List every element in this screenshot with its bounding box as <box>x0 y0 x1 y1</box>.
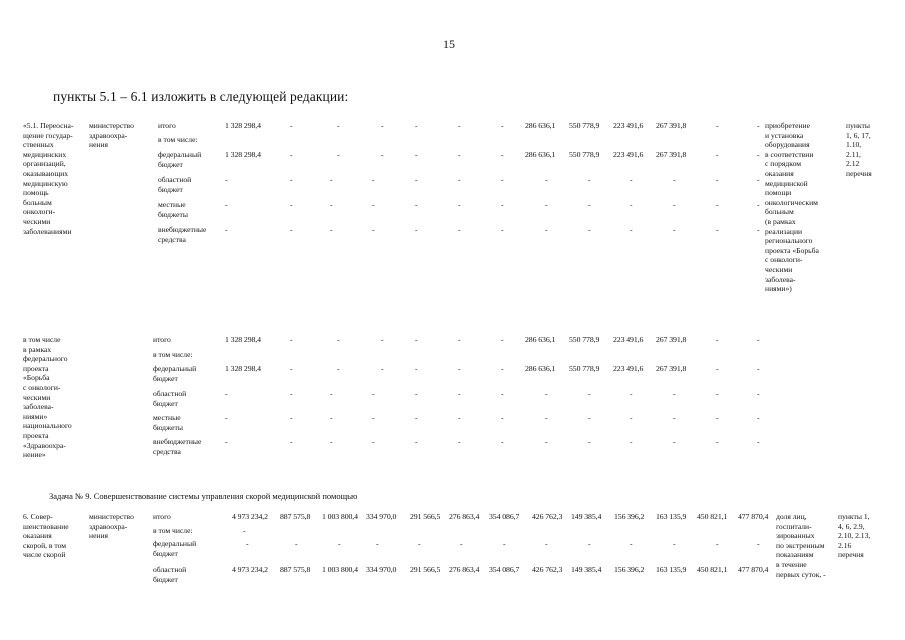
table-cell: - <box>330 175 333 184</box>
table-cell: - <box>716 121 719 130</box>
table-cell: - <box>415 150 418 159</box>
table-cell: - <box>225 200 228 209</box>
table-cell: - <box>415 175 418 184</box>
table-cell: - <box>458 437 461 446</box>
table-cell: - <box>290 437 293 446</box>
source-label: областной бюджет <box>158 175 192 194</box>
table-cell: - <box>545 175 548 184</box>
table-cell: - <box>376 539 379 548</box>
table-cell: - <box>290 150 293 159</box>
table-cell: - <box>757 150 760 159</box>
table-cell: - <box>545 389 548 398</box>
table-cell: - <box>716 335 719 344</box>
table-cell: - <box>458 121 461 130</box>
table-cell: 223 491,6 <box>613 150 644 159</box>
table-cell: - <box>501 364 504 373</box>
table-cell: - <box>415 200 418 209</box>
table-cell: - <box>372 437 375 446</box>
table-cell: - <box>225 389 228 398</box>
section-heading: пункты 5.1 – 6.1 изложить в следующей редакции: <box>53 89 349 104</box>
table-cell: - <box>458 413 461 422</box>
table-cell: - <box>757 539 760 548</box>
table-cell: - <box>588 437 591 446</box>
event-name: 6. Совер- шенствование оказания скорой, в том числе скорой <box>23 512 69 560</box>
table-cell: - <box>458 364 461 373</box>
table-cell: 1 328 298,4 <box>225 150 261 159</box>
table-cell: - <box>501 150 504 159</box>
table-cell: - <box>716 200 719 209</box>
page-number: 15 <box>443 37 455 51</box>
table-cell: - <box>757 364 760 373</box>
table-cell: 267 391,8 <box>656 121 687 130</box>
table-cell: - <box>458 200 461 209</box>
table-cell: 286 636,1 <box>525 150 556 159</box>
table-cell: - <box>460 539 463 548</box>
source-label: внебюджетные средства <box>158 225 207 244</box>
table-cell: - <box>415 121 418 130</box>
table-cell: - <box>415 225 418 234</box>
table-cell: - <box>337 364 340 373</box>
table-cell: - <box>630 539 633 548</box>
source-label: внебюджетные средства <box>153 437 202 456</box>
table-cell: - <box>757 335 760 344</box>
table-cell: 4 973 234,2 <box>232 565 268 574</box>
table-cell: - <box>290 389 293 398</box>
table-cell: 286 636,1 <box>525 364 556 373</box>
source-label: итого <box>153 512 171 521</box>
table-cell: - <box>630 200 633 209</box>
table-cell: - <box>673 200 676 209</box>
table-cell: - <box>716 413 719 422</box>
table-cell: - <box>372 389 375 398</box>
table-cell: - <box>330 437 333 446</box>
table-cell: - <box>716 175 719 184</box>
table-cell: - <box>415 413 418 422</box>
table-cell: 1 003 800,4 <box>322 565 358 574</box>
source-label: местные бюджеты <box>158 200 188 219</box>
table-cell: 149 385,4 <box>571 565 602 574</box>
table-cell: - <box>673 175 676 184</box>
table-cell: - <box>545 437 548 446</box>
table-cell: 267 391,8 <box>656 335 687 344</box>
table-cell: 291 566,5 <box>410 565 441 574</box>
table-cell: - <box>337 335 340 344</box>
table-cell: - <box>330 200 333 209</box>
expected-result: приобретение и установка оборудования в соответствии с порядком оказания медицинской помощи онкологическим больным (в рамках реализации регионального проекта «Борьба с онкологи- ческими заболева- ниями») <box>765 121 819 294</box>
list-points: пункты 1, 4, 6, 2.9, 2.10, 2.13, 2.16 перечня <box>838 512 871 560</box>
table-cell: - <box>225 225 228 234</box>
source-label: федеральный бюджет <box>158 150 202 169</box>
table-cell: 1 003 800,4 <box>322 512 358 521</box>
table-cell: 354 086,7 <box>489 565 520 574</box>
table-cell: - <box>225 413 228 422</box>
table-cell: - <box>381 335 384 344</box>
table-cell: - <box>330 389 333 398</box>
table-cell: - <box>372 175 375 184</box>
table-cell: 354 086,7 <box>489 512 520 521</box>
table-cell: - <box>716 225 719 234</box>
table-cell: - <box>418 539 421 548</box>
table-cell: - <box>716 389 719 398</box>
table-cell: - <box>588 389 591 398</box>
table-cell: - <box>225 175 228 184</box>
table-cell: - <box>290 225 293 234</box>
table-cell: - <box>290 364 293 373</box>
table-cell: - <box>545 539 548 548</box>
table-cell: 286 636,1 <box>525 121 556 130</box>
table-cell: - <box>501 121 504 130</box>
table-cell: - <box>381 364 384 373</box>
table-cell: - <box>716 539 719 548</box>
source-label: федеральный бюджет <box>153 539 197 558</box>
table-cell: - <box>501 175 504 184</box>
expected-result: доля лиц, госпитали- зированных по экстренным показаниям в течение первых суток, - <box>776 512 826 579</box>
table-cell: - <box>673 413 676 422</box>
table-cell: - <box>501 335 504 344</box>
table-cell: - <box>757 389 760 398</box>
table-cell: - <box>415 389 418 398</box>
table-cell: - <box>415 437 418 446</box>
table-cell: - <box>545 200 548 209</box>
table-cell: - <box>501 200 504 209</box>
table-cell: 334 970,0 <box>366 565 397 574</box>
table-cell: - <box>757 225 760 234</box>
table-cell: - <box>415 335 418 344</box>
table-cell: 550 778,9 <box>569 121 600 130</box>
table-cell: - <box>337 121 340 130</box>
table-cell: 267 391,8 <box>656 150 687 159</box>
executor: министерство здравоохра- нения <box>89 121 134 150</box>
table-cell: - <box>330 413 333 422</box>
table-cell: - <box>757 200 760 209</box>
table-cell: - <box>757 413 760 422</box>
table-cell: 156 396,2 <box>614 512 645 521</box>
table-cell: 286 636,1 <box>525 335 556 344</box>
table-cell: - <box>545 413 548 422</box>
list-points: пункты 1, 6, 17, 1.10, 2.11, 2.12 перечня <box>846 121 872 178</box>
table-cell: 550 778,9 <box>569 150 600 159</box>
table-cell: 1 328 298,4 <box>225 364 261 373</box>
source-label: в том числе: <box>153 526 193 535</box>
table-cell: 1 328 298,4 <box>225 335 261 344</box>
table-cell: 163 135,9 <box>656 512 687 521</box>
table-cell: - <box>757 437 760 446</box>
table-cell: - <box>458 389 461 398</box>
table-cell: 267 391,8 <box>656 364 687 373</box>
table-cell: - <box>337 150 340 159</box>
table-cell: - <box>588 539 591 548</box>
table-cell: 550 778,9 <box>569 335 600 344</box>
table-cell: - <box>458 175 461 184</box>
table-cell: - <box>243 526 246 535</box>
table-cell: - <box>673 389 676 398</box>
table-cell: - <box>330 225 333 234</box>
table-cell: 163 135,9 <box>656 565 687 574</box>
table-cell: - <box>295 539 298 548</box>
table-cell: - <box>757 175 760 184</box>
table-cell: - <box>757 121 760 130</box>
table-cell: 426 762,3 <box>532 565 563 574</box>
executor: министерство здравоохра- нения <box>89 512 134 541</box>
table-cell: 223 491,6 <box>613 335 644 344</box>
table-cell: - <box>290 175 293 184</box>
table-cell: - <box>501 389 504 398</box>
table-cell: - <box>290 335 293 344</box>
table-cell: - <box>290 413 293 422</box>
table-cell: - <box>290 200 293 209</box>
table-cell: 477 870,4 <box>738 512 769 521</box>
table-cell: - <box>716 364 719 373</box>
event-name: «5.1. Переосна- щение государ- ственных медицинских организаций, оказывающих медицинскую помощь больным онкологи- ческими заболеваниями <box>23 121 74 236</box>
table-cell: - <box>673 225 676 234</box>
table-cell: 223 491,6 <box>613 121 644 130</box>
table-cell: - <box>501 437 504 446</box>
table-cell: - <box>588 200 591 209</box>
source-label: в том числе: <box>158 135 198 144</box>
table-cell: - <box>501 413 504 422</box>
table-cell: - <box>588 175 591 184</box>
table-cell: 450 821,1 <box>697 512 728 521</box>
table-cell: 887 575,8 <box>280 565 311 574</box>
table-cell: - <box>372 413 375 422</box>
table-cell: - <box>588 225 591 234</box>
table-cell: - <box>503 539 506 548</box>
table-cell: 276 863,4 <box>449 512 480 521</box>
table-cell: - <box>630 389 633 398</box>
table-cell: - <box>630 437 633 446</box>
table-cell: - <box>673 539 676 548</box>
table-cell: 291 566,5 <box>410 512 441 521</box>
event-name: в том числе в рамках федерального проекта «Борьба с онкологи- ческими заболева- ниями» национального проекта «Здравоохра- нение» <box>23 335 72 460</box>
source-label: областной бюджет <box>153 389 187 408</box>
source-label: итого <box>153 335 171 344</box>
source-label: федеральный бюджет <box>153 364 197 383</box>
table-cell: 426 762,3 <box>532 512 563 521</box>
table-cell: 477 870,4 <box>738 565 769 574</box>
table-cell: 450 821,1 <box>697 565 728 574</box>
table-cell: - <box>673 437 676 446</box>
table-cell: - <box>338 539 341 548</box>
source-label: местные бюджеты <box>153 413 183 432</box>
table-cell: 4 973 234,2 <box>232 512 268 521</box>
table-cell: - <box>381 121 384 130</box>
table-cell: - <box>630 175 633 184</box>
table-cell: - <box>372 200 375 209</box>
table-cell: 276 863,4 <box>449 565 480 574</box>
table-cell: 149 385,4 <box>571 512 602 521</box>
table-cell: - <box>415 364 418 373</box>
table-cell: - <box>716 437 719 446</box>
table-cell: - <box>630 225 633 234</box>
table-cell: 887 575,8 <box>280 512 311 521</box>
table-cell: - <box>225 437 228 446</box>
table-cell: - <box>458 150 461 159</box>
table-cell: 223 491,6 <box>613 364 644 373</box>
table-cell: - <box>246 539 249 548</box>
table-cell: - <box>588 413 591 422</box>
table-cell: - <box>630 413 633 422</box>
table-cell: - <box>501 225 504 234</box>
table-cell: - <box>716 150 719 159</box>
table-cell: - <box>290 121 293 130</box>
table-cell: - <box>381 150 384 159</box>
task-heading: Задача № 9. Совершенствование системы управления скорой медицинской помощью <box>49 491 358 501</box>
table-cell: - <box>372 225 375 234</box>
table-cell: 550 778,9 <box>569 364 600 373</box>
source-label: итого <box>158 121 176 130</box>
table-cell: 334 970,0 <box>366 512 397 521</box>
source-label: областной бюджет <box>153 565 187 584</box>
table-cell: - <box>545 225 548 234</box>
table-cell: - <box>458 225 461 234</box>
source-label: в том числе: <box>153 350 193 359</box>
table-cell: - <box>458 335 461 344</box>
table-cell: 1 328 298,4 <box>225 121 261 130</box>
table-cell: 156 396,2 <box>614 565 645 574</box>
